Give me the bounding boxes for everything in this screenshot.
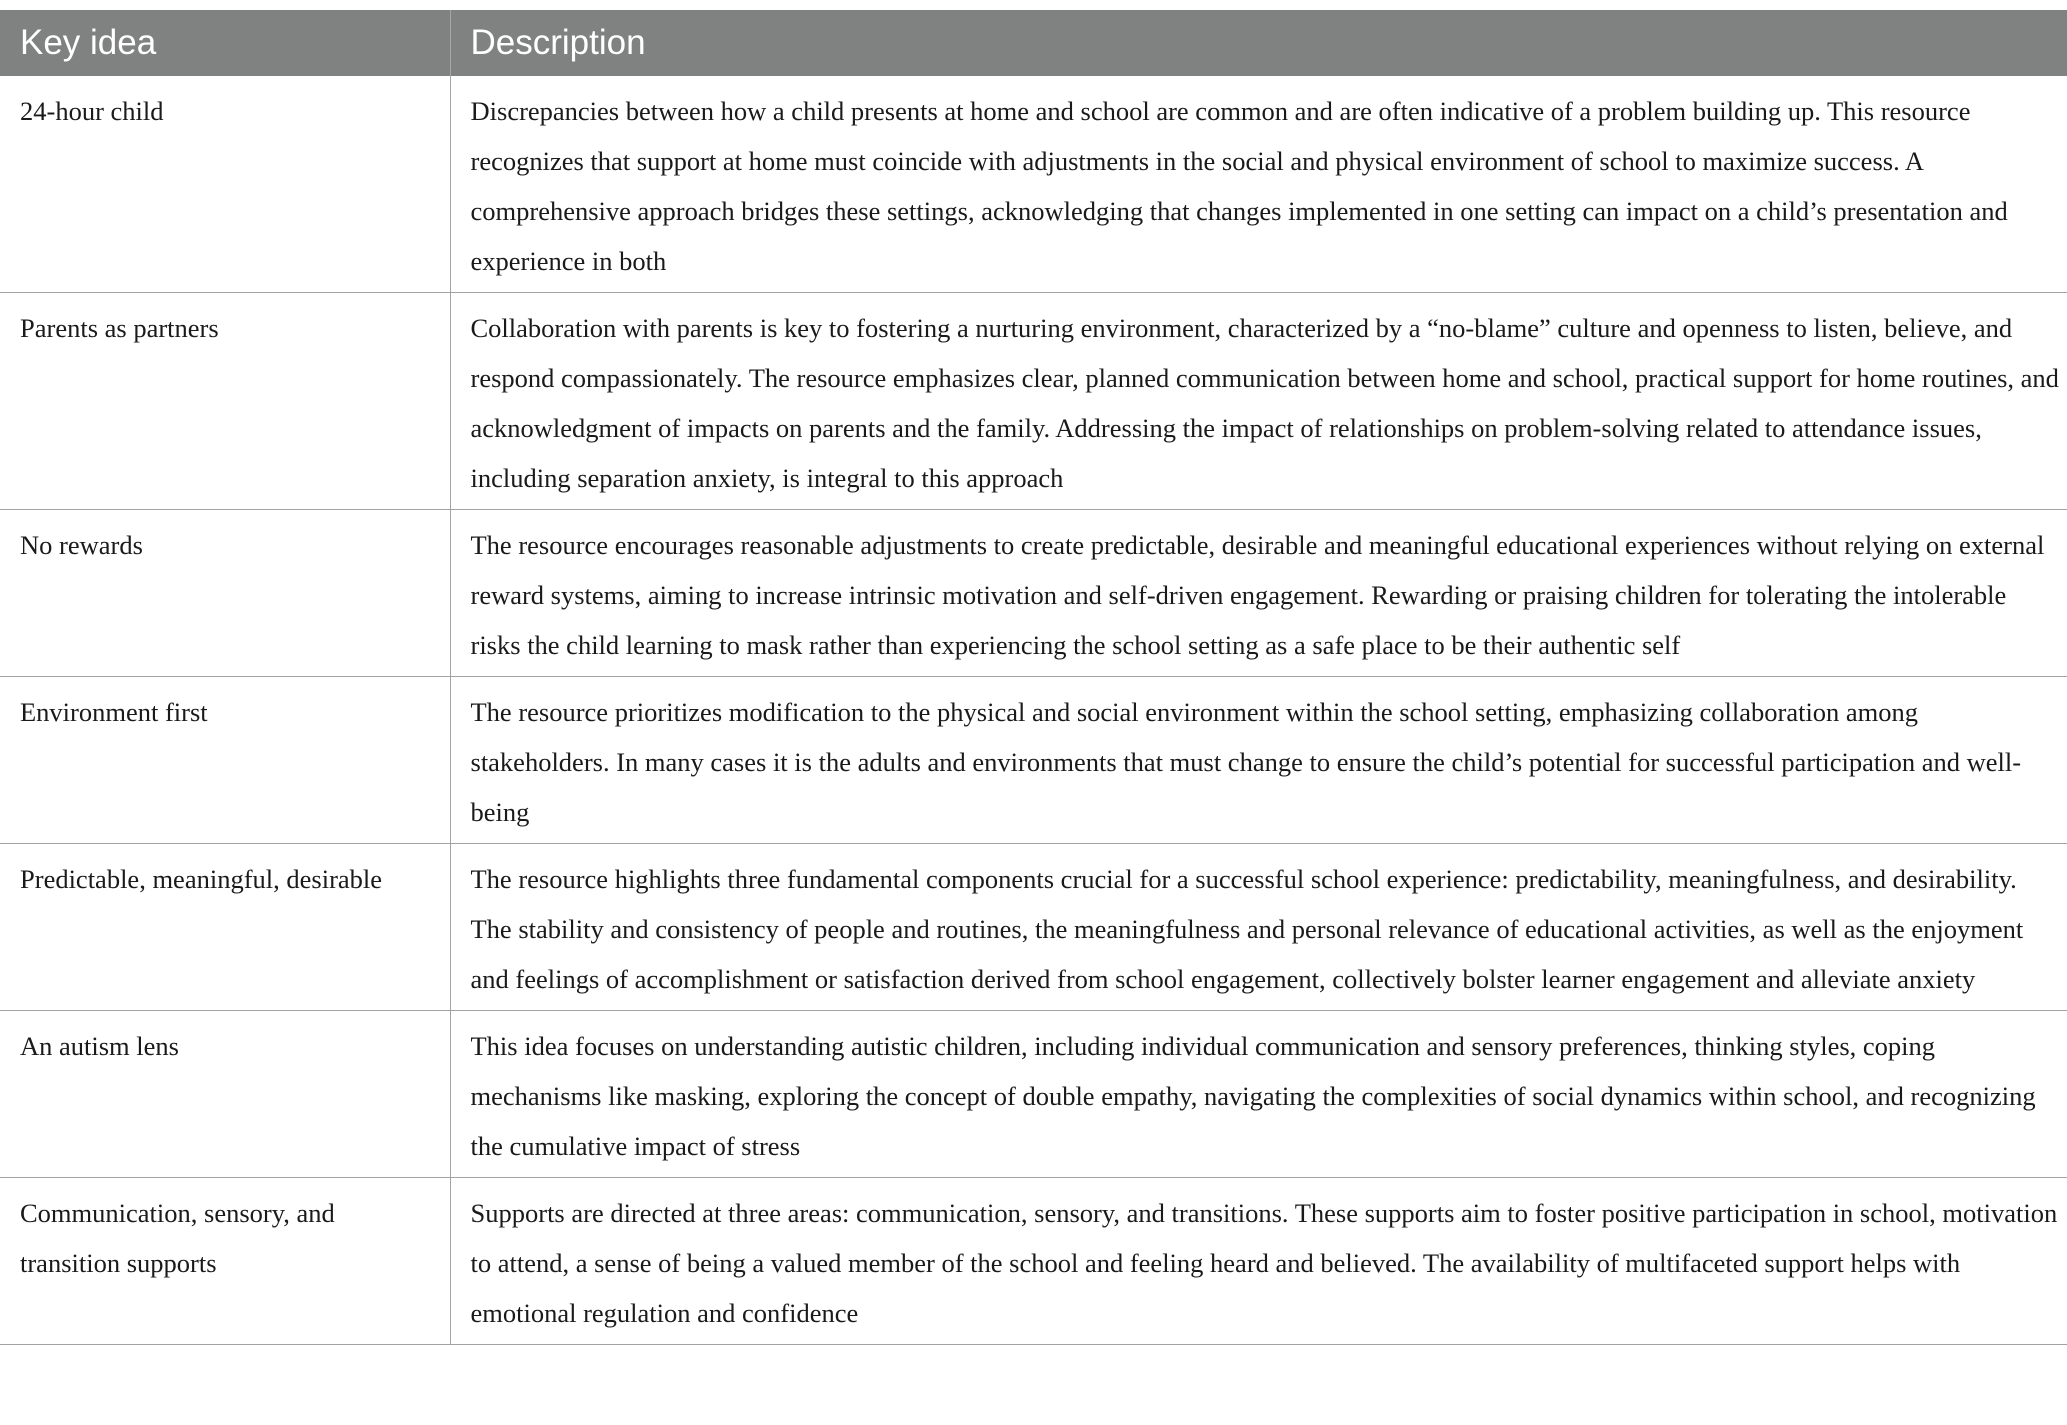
key-idea-cell: 24-hour child [0,76,450,293]
table-header [0,10,2067,76]
description-cell: Collaboration with parents is key to fostering a nurturing environment, characterized by a “no-blame” culture and openness to listen, believe, and respond compassionately. The resource emphasizes clear, planned communication between home and school, practical support for home routines, and acknowledgment of impacts on parents and the family. Addressing the impact of relationships on problem-solving related to attendance issues, including separation anxiety, is integral to this approach [450,293,2067,510]
table-body [0,76,2067,1345]
table-row [0,1011,2067,1178]
header-row [0,10,2067,76]
table-row [0,677,2067,844]
key-idea-cell: Predictable, meaningful, desirable [0,844,450,1011]
key-idea-cell: Environment first [0,677,450,844]
table-row [0,844,2067,1011]
key-ideas-table-container [0,10,2067,1345]
key-idea-cell: Parents as partners [0,293,450,510]
key-idea-cell: An autism lens [0,1011,450,1178]
table-row [0,1178,2067,1345]
description-cell: The resource prioritizes modification to the physical and social environment within the school setting, emphasizing collaboration among stakeholders. In many cases it is the adults and environments that must change to ensure the child’s potential for successful participation and well-being [450,677,2067,844]
header-key-idea: Key idea [0,10,450,76]
description-cell: This idea focuses on understanding autistic children, including individual communication and sensory preferences, thinking styles, coping mechanisms like masking, exploring the concept of double empathy, navigating the complexities of social dynamics within school, and recognizing the cumulative impact of stress [450,1011,2067,1178]
key-ideas-table [0,10,2067,1345]
description-cell: Supports are directed at three areas: communication, sensory, and transitions. These supports aim to foster positive participation in school, motivation to attend, a sense of being a valued member of the school and feeling heard and believed. The availability of multifaceted support helps with emotional regulation and confidence [450,1178,2067,1345]
table-row [0,293,2067,510]
key-idea-cell: No rewards [0,510,450,677]
key-idea-cell: Communication, sensory, and transition supports [0,1178,450,1345]
table-row [0,510,2067,677]
description-cell: The resource encourages reasonable adjustments to create predictable, desirable and meaningful educational experiences without relying on external reward systems, aiming to increase intrinsic motivation and self-driven engagement. Rewarding or praising children for tolerating the intolerable risks the child learning to mask rather than experiencing the school setting as a safe place to be their authentic self [450,510,2067,677]
description-cell: The resource highlights three fundamental components crucial for a successful school experience: predictability, meaningfulness, and desirability. The stability and consistency of people and routines, the meaningfulness and personal relevance of educational activities, as well as the enjoyment and feelings of accomplishment or satisfaction derived from school engagement, collectively bolster learner engagement and alleviate anxiety [450,844,2067,1011]
description-cell: Discrepancies between how a child presents at home and school are common and are often indicative of a problem building up. This resource recognizes that support at home must coincide with adjustments in the social and physical environment of school to maximize success. A comprehensive approach bridges these settings, acknowledging that changes implemented in one setting can impact on a child’s presentation and experience in both [450,76,2067,293]
table-row [0,76,2067,293]
header-description: Description [450,10,2067,76]
